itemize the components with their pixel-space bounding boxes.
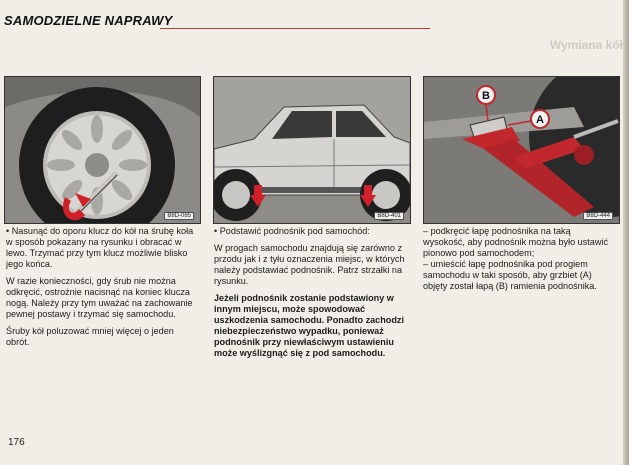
paragraph: Śruby kół poluzować mniej więcej o jeden obrót. bbox=[6, 326, 174, 347]
paragraph: W progach samochodu znajdują się zarówno z przodu jak i z tyłu oznaczenia miejsc, w których należy podstawiać podnośnik. Patrz strzałki na rysunku. bbox=[214, 243, 405, 286]
text-column-1 bbox=[6, 226, 198, 354]
section-title: SAMODZIELNE NAPRAWY bbox=[4, 13, 173, 28]
figure-code: B8D-401 bbox=[374, 212, 404, 220]
label-b: B bbox=[482, 90, 490, 102]
figure-code: B8D-444 bbox=[583, 212, 613, 220]
text-column-2 bbox=[214, 226, 406, 365]
list-item: – podkręcić łapę podnośnika na taką wysokość, aby podnośnik można było ustawić pionowo pod samochodem; bbox=[423, 226, 608, 258]
paragraph: • Podstawić podnośnik pod samochód: bbox=[214, 226, 370, 236]
list-item: – umieścić łapę podnośnika pod progiem samochodu w taki sposób, aby grzbiet (A) objęty został łapą (B) ramienia podnośnika. bbox=[423, 259, 597, 291]
label-a: A bbox=[536, 114, 544, 126]
page-edge-shadow bbox=[623, 0, 629, 465]
bleed-through-heading: Wymiana kół bbox=[549, 38, 623, 52]
header-rule bbox=[160, 28, 430, 29]
figure-car-jack-points bbox=[213, 76, 411, 224]
paragraph: W razie konieczności, gdy śrub nie można odkręcić, ostrożnie nacisnąć na koniec klucza nogą. Należy przy tym uważać na zachowanie pewnej postawy i trzymać się samochodu. bbox=[6, 276, 193, 319]
step-list bbox=[423, 226, 615, 292]
paragraph: • Nasunąć do oporu klucz do kół na śrubę koła w sposób pokazany na rysunku i obracać w lewo. Trzymać przy tym klucz możliwie blisko jego końca. bbox=[6, 226, 194, 269]
page-number: 176 bbox=[8, 437, 25, 448]
figure-jack-detail bbox=[423, 76, 620, 224]
figure-code: B8D-085 bbox=[164, 212, 194, 220]
warning-paragraph: Jeżeli podnośnik zostanie podstawiony w innym miejscu, może spowodować uszkodzenia samochodu. Ponadto zachodzi niebezpieczeństwo wypadku, ponieważ podnośnik przy niewłaściwym ustawieniu może wyślizgnąć się z pod samochodu. bbox=[214, 293, 404, 358]
text-column-3 bbox=[423, 226, 615, 292]
figure-wheel-wrench bbox=[4, 76, 201, 224]
